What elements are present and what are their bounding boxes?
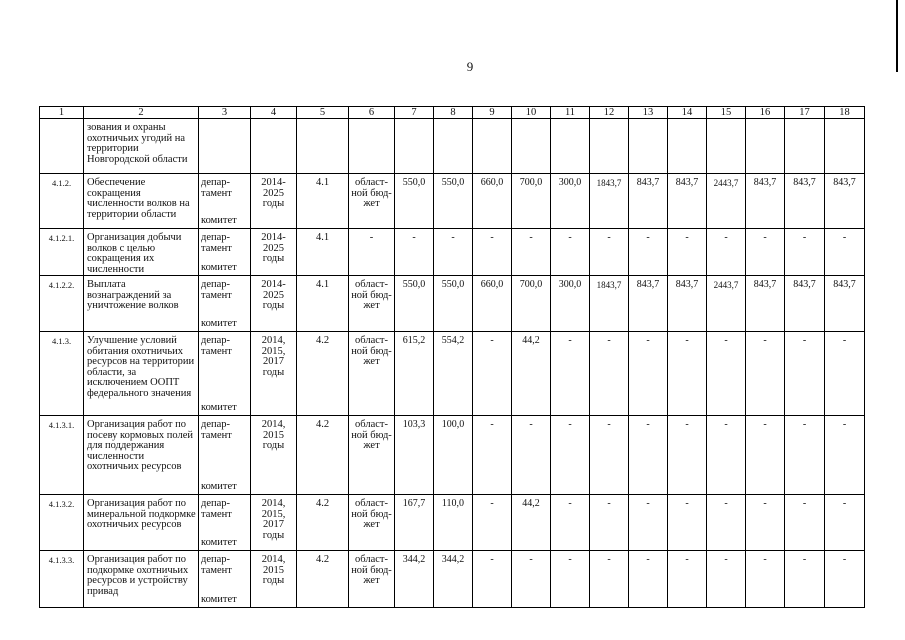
value-cell [590,119,629,174]
value-cell: - [512,229,551,276]
value-cell: - [629,495,668,551]
years: 2014, 2015, 2017 годы [251,495,297,551]
header-cell: 6 [349,107,395,119]
value-cell: - [551,332,590,416]
table-row [40,174,865,229]
years: 2014-2025 годы [251,276,297,332]
item-number: 4.1.3. [40,332,84,416]
value-cell: 2443,7 [707,174,746,229]
value-cell: 843,7 [825,174,865,229]
value-cell: - [473,229,512,276]
value-cell: - [746,416,785,495]
value-cell: - [668,229,707,276]
item-name: Организация работ по минеральной подкормке охотничьих ресурсов [84,495,199,551]
value-cell: 843,7 [668,174,707,229]
item-name: Обеспечение сокращения численности волков на территории области [84,174,199,229]
value-cell: 344,2 [395,551,434,608]
executor-department: депар-тамент [201,279,232,301]
value-cell: 554,2 [434,332,473,416]
value-cell: 660,0 [473,174,512,229]
value-cell: - [707,551,746,608]
value-cell: - [707,495,746,551]
table-row [40,551,865,608]
margin-bar [896,0,898,72]
table-row [40,332,865,416]
item-number [40,119,84,174]
value-cell [785,119,825,174]
table-row [40,276,865,332]
value-cell: 843,7 [825,276,865,332]
value-cell: 300,0 [551,174,590,229]
value-cell [707,119,746,174]
header-row [40,107,865,119]
item-name: Организация работ по подкормке охотничьих ресурсов и устройству привад [84,551,199,608]
value-cell: 550,0 [434,276,473,332]
value-cell: 700,0 [512,276,551,332]
funding-source: област-ной бюд-жет [349,332,395,416]
value-cell [825,119,865,174]
funding-source: област-ной бюд-жет [349,174,395,229]
value-cell: - [473,551,512,608]
item-number: 4.1.3.3. [40,551,84,608]
program-activities-table [39,106,865,608]
value-cell: 843,7 [785,276,825,332]
header-cell: 14 [668,107,707,119]
value-cell: - [473,332,512,416]
value-cell: - [746,495,785,551]
value-cell: - [707,229,746,276]
value-cell: - [825,495,865,551]
value-cell: 110,0 [434,495,473,551]
value-cell [434,119,473,174]
header-cell: 9 [473,107,512,119]
value-cell: - [785,332,825,416]
value-cell: - [668,416,707,495]
value-cell: - [512,551,551,608]
header-cell: 3 [199,107,251,119]
value-cell: - [746,551,785,608]
value-cell: 843,7 [629,174,668,229]
item-name: зования и охраны охотничьих угодий на территории Новгородской области [84,119,199,174]
value-cell: - [590,551,629,608]
executor-committee: комитет [201,214,237,226]
value-cell: 300,0 [551,276,590,332]
value-cell: 843,7 [629,276,668,332]
value-cell: 843,7 [746,276,785,332]
funding-source: област-ной бюд-жет [349,495,395,551]
target-indicator: 4.2 [297,332,349,416]
value-cell: 44,2 [512,332,551,416]
value-cell: 100,0 [434,416,473,495]
executor-department: депар-тамент [201,335,232,357]
value-cell: 660,0 [473,276,512,332]
page-number: 9 [466,59,474,74]
header-cell: 10 [512,107,551,119]
executor-committee: комитет [201,401,237,413]
value-cell: 550,0 [434,174,473,229]
target-indicator: 4.2 [297,416,349,495]
value-cell: 1843,7 [590,174,629,229]
value-cell: 44,2 [512,495,551,551]
funding-source: област-ной бюд-жет [349,416,395,495]
item-number: 4.1.2.2. [40,276,84,332]
value-cell [473,119,512,174]
value-cell: - [590,332,629,416]
item-number: 4.1.2.1. [40,229,84,276]
table-row [40,229,865,276]
value-cell: - [434,229,473,276]
value-cell: - [629,229,668,276]
value-cell: - [629,551,668,608]
value-cell: 700,0 [512,174,551,229]
value-cell: - [746,229,785,276]
item-number: 4.1.3.1. [40,416,84,495]
value-cell: - [551,416,590,495]
value-cell: 344,2 [434,551,473,608]
header-cell: 12 [590,107,629,119]
header-cell: 18 [825,107,865,119]
years [251,119,297,174]
value-cell: 103,3 [395,416,434,495]
value-cell: 843,7 [785,174,825,229]
value-cell [629,119,668,174]
executor-cell [199,416,251,495]
funding-source: - [349,229,395,276]
header-cell: 2 [84,107,199,119]
value-cell: - [551,551,590,608]
value-cell [395,119,434,174]
executor-department: депар-тамент [201,177,232,199]
executor-department: депар-тамент [201,554,232,576]
value-cell: 843,7 [746,174,785,229]
value-cell: - [668,551,707,608]
target-indicator: 4.2 [297,551,349,608]
executor-committee: комитет [201,480,237,492]
item-number: 4.1.3.2. [40,495,84,551]
table-row [40,495,865,551]
years: 2014-2025 годы [251,174,297,229]
executor-cell [199,229,251,276]
executor-department: депар-тамент [201,232,232,254]
target-indicator: 4.2 [297,495,349,551]
value-cell: 843,7 [668,276,707,332]
value-cell: 550,0 [395,276,434,332]
value-cell: - [785,229,825,276]
table-row [40,416,865,495]
years: 2014-2025 годы [251,229,297,276]
item-name: Организация добычи волков с целью сокращения их численности [84,229,199,276]
executor-cell [199,174,251,229]
executor-cell [199,276,251,332]
value-cell: - [825,332,865,416]
value-cell: - [707,416,746,495]
value-cell: 1843,7 [590,276,629,332]
value-cell: 615,2 [395,332,434,416]
executor-department: депар-тамент [201,498,232,520]
value-cell: - [395,229,434,276]
item-name: Улучшение условий обитания охотничьих ресурсов на территории области, за исключением ООПТ федерального значения [84,332,199,416]
executor-department: депар-тамент [201,419,232,441]
value-cell: - [785,495,825,551]
target-indicator: 4.1 [297,174,349,229]
item-number: 4.1.2. [40,174,84,229]
value-cell: 550,0 [395,174,434,229]
value-cell: - [785,551,825,608]
value-cell: - [785,416,825,495]
target-indicator: 4.1 [297,229,349,276]
value-cell: - [590,495,629,551]
value-cell [668,119,707,174]
header-cell: 5 [297,107,349,119]
executor-cell [199,119,251,174]
value-cell: - [473,495,512,551]
value-cell: - [825,416,865,495]
funding-source [349,119,395,174]
funding-source: област-ной бюд-жет [349,276,395,332]
header-cell: 1 [40,107,84,119]
target-indicator [297,119,349,174]
header-cell: 4 [251,107,297,119]
header-cell: 11 [551,107,590,119]
value-cell: - [825,551,865,608]
value-cell: - [668,495,707,551]
header-cell: 8 [434,107,473,119]
value-cell [551,119,590,174]
value-cell: - [551,495,590,551]
value-cell: - [746,332,785,416]
executor-cell [199,495,251,551]
value-cell: - [473,416,512,495]
executor-cell [199,551,251,608]
value-cell: - [825,229,865,276]
value-cell: 2443,7 [707,276,746,332]
executor-cell [199,332,251,416]
item-name: Организация работ по посеву кормовых полей для поддержания численности охотничьих ресурсов [84,416,199,495]
value-cell: - [629,416,668,495]
target-indicator: 4.1 [297,276,349,332]
item-name: Выплата вознаграждений за уничтожение волков [84,276,199,332]
value-cell [512,119,551,174]
header-cell: 15 [707,107,746,119]
executor-committee: комитет [201,317,237,329]
value-cell [746,119,785,174]
years: 2014, 2015 годы [251,416,297,495]
table-row [40,119,865,174]
value-cell: - [707,332,746,416]
executor-committee: комитет [201,261,237,273]
years: 2014, 2015, 2017 годы [251,332,297,416]
value-cell: - [629,332,668,416]
value-cell: - [590,229,629,276]
header-cell: 13 [629,107,668,119]
value-cell: - [551,229,590,276]
header-cell: 7 [395,107,434,119]
years: 2014, 2015 годы [251,551,297,608]
value-cell: - [668,332,707,416]
header-cell: 16 [746,107,785,119]
value-cell: - [512,416,551,495]
value-cell: 167,7 [395,495,434,551]
funding-source: област-ной бюд-жет [349,551,395,608]
executor-committee: комитет [201,593,237,605]
executor-committee: комитет [201,536,237,548]
value-cell: - [590,416,629,495]
header-cell: 17 [785,107,825,119]
